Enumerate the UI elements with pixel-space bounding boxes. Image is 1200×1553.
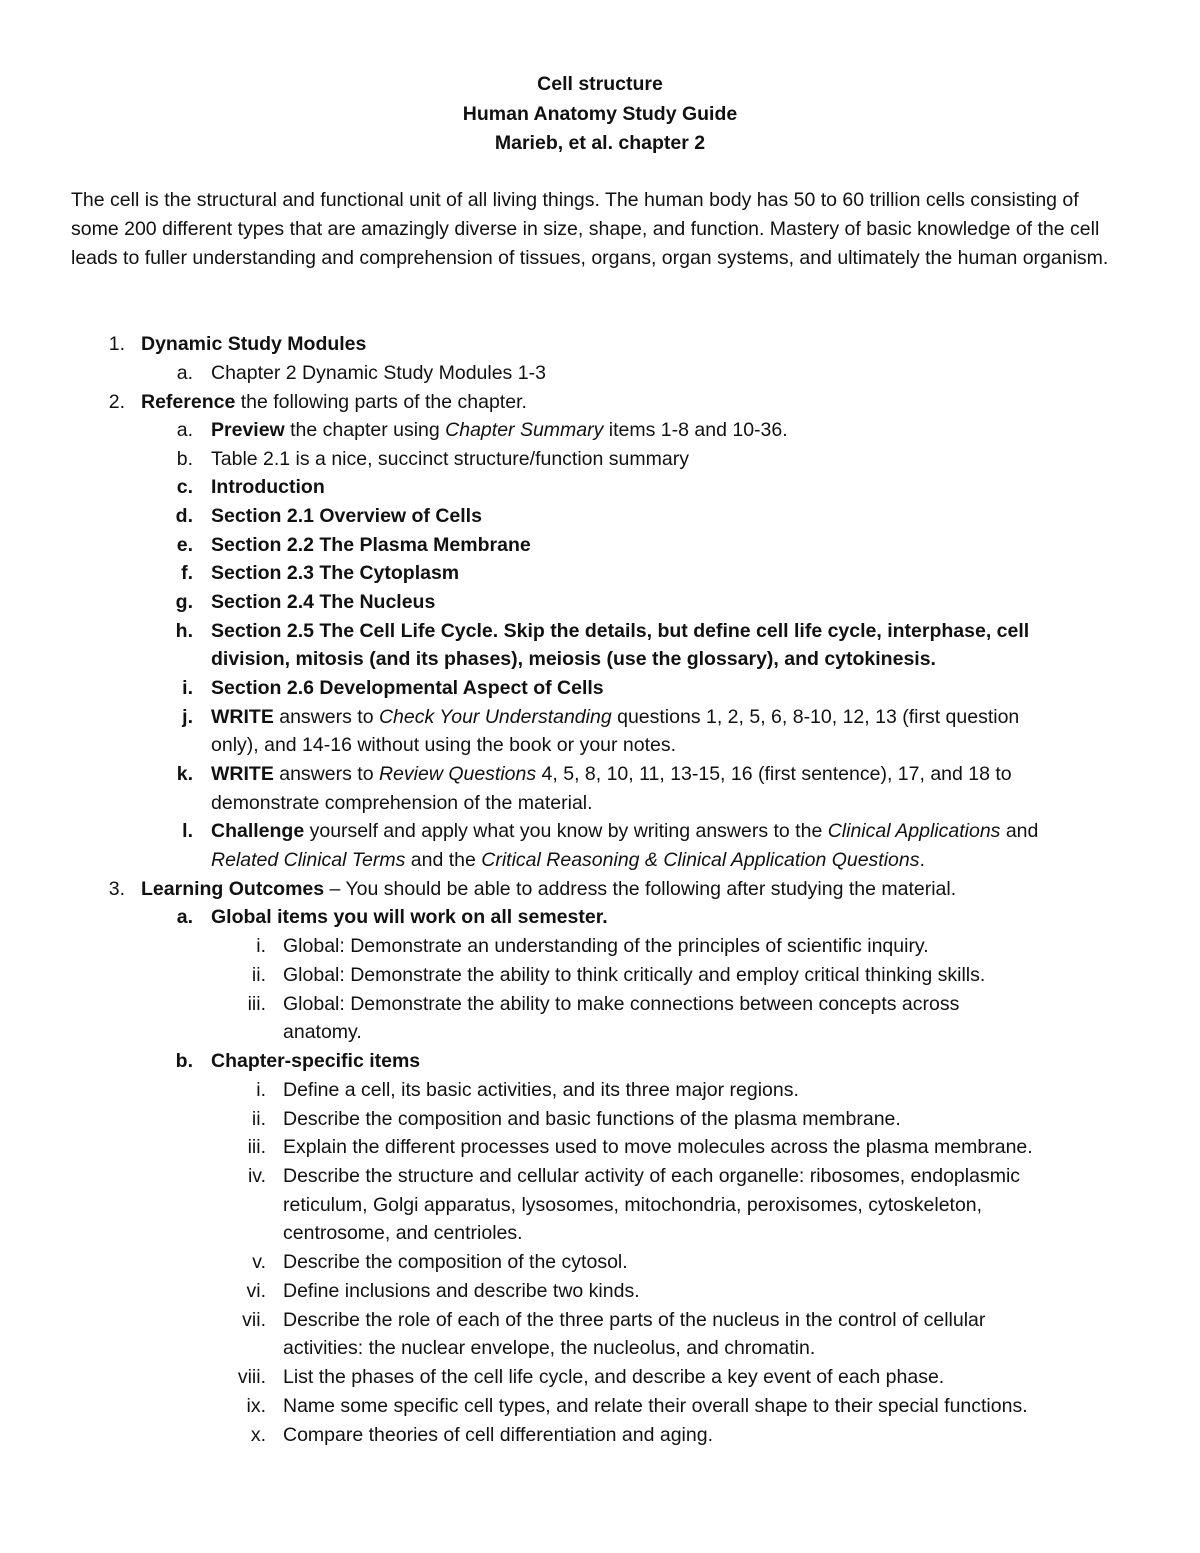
outcome-item: Describe the structure and cellular activity of each organelle: ribosomes, endoplasmic <box>283 1165 1021 1187</box>
heading-rest: the following parts of the chapter. <box>235 391 527 413</box>
roman-numeral: iii. <box>247 993 266 1015</box>
roman-numeral: ii. <box>251 964 266 986</box>
roman-numeral: x. <box>250 1424 266 1446</box>
outcome-item: Name some specific cell types, and relate their overall shape to their special functions. <box>283 1395 1028 1417</box>
item-text: answers to <box>273 763 379 785</box>
outcome-item: Describe the composition and basic functions of the plasma membrane. <box>283 1108 901 1130</box>
roman-numeral: i. <box>256 1079 266 1101</box>
item-text: yourself and apply what you know by writing answers to the <box>304 820 828 842</box>
subsection-heading-global: Global items you will work on all semester. <box>211 906 608 928</box>
item-text: items 1-8 and 10-36. <box>603 419 788 441</box>
outcome-item: List the phases of the cell life cycle, and describe a key event of each phase. <box>283 1366 945 1388</box>
outcome-item: Compare theories of cell differentiation and aging. <box>283 1424 713 1446</box>
item-text: and the <box>405 849 482 871</box>
item-text: and <box>1000 820 1039 842</box>
list-item: Section 2.1 Overview of Cells <box>211 505 482 527</box>
item-italic: Check Your Understanding <box>378 706 612 728</box>
item-bold: Challenge <box>211 820 305 842</box>
list-item: Section 2.6 Developmental Aspect of Cells <box>211 677 604 699</box>
section-number: 3. <box>108 878 125 900</box>
item-letter: l. <box>182 820 193 842</box>
list-item-challenge <box>211 817 1038 846</box>
item-bold: WRITE <box>211 763 274 785</box>
roman-numeral: i. <box>256 935 266 957</box>
list-item-continuation: only), and 14-16 without using the book or your notes. <box>211 734 677 756</box>
list-item: Chapter 2 Dynamic Study Modules 1-3 <box>211 362 546 384</box>
outcome-item: Describe the role of each of the three parts of the nucleus in the control of cellular <box>283 1309 986 1331</box>
item-letter: b. <box>176 448 193 470</box>
heading-bold: Learning Outcomes <box>141 878 325 900</box>
list-item-write-cyu <box>211 703 1019 732</box>
section-heading-learning-outcomes <box>141 875 956 904</box>
roman-numeral: ix. <box>246 1395 266 1417</box>
document-title: Cell structure <box>537 73 663 95</box>
outcome-item: Define a cell, its basic activities, and its three major regions. <box>283 1079 799 1101</box>
list-item: Section 2.3 The Cytoplasm <box>211 562 460 584</box>
section-number: 1. <box>108 333 125 355</box>
item-text: . <box>919 849 925 871</box>
item-letter: j. <box>182 706 193 728</box>
list-item: Section 2.4 The Nucleus <box>211 591 436 613</box>
item-letter: d. <box>175 505 193 527</box>
subsection-heading-chapter-specific: Chapter-specific items <box>211 1050 421 1072</box>
outcome-item: Define inclusions and describe two kinds. <box>283 1280 640 1302</box>
roman-numeral: vii. <box>242 1309 266 1331</box>
item-italic: Clinical Applications <box>827 820 1001 842</box>
item-text: questions 1, 2, 5, 6, 8-10, 12, 13 (first question <box>611 706 1020 728</box>
outcome-item-continuation: activities: the nuclear envelope, the nucleolus, and chromatin. <box>283 1337 816 1359</box>
item-letter: f. <box>181 562 193 584</box>
roman-numeral: ii. <box>251 1108 266 1130</box>
list-item-continuation: demonstrate comprehension of the material. <box>211 792 593 814</box>
outcome-item: Explain the different processes used to move molecules across the plasma membrane. <box>283 1136 1033 1158</box>
heading-bold: Reference <box>141 391 236 413</box>
list-item-preview <box>211 416 788 445</box>
subsection-letter: a. <box>176 906 193 928</box>
item-letter: a. <box>176 419 193 441</box>
document-subtitle: Human Anatomy Study Guide <box>462 103 738 125</box>
section-heading-dynamic-study-modules: Dynamic Study Modules <box>141 333 367 355</box>
item-italic: Related Clinical Terms <box>211 849 406 871</box>
item-text: the chapter using <box>284 419 446 441</box>
roman-numeral: vi. <box>246 1280 266 1302</box>
list-item-write-review <box>211 760 1012 789</box>
roman-numeral: iv. <box>247 1165 266 1187</box>
item-bold: Preview <box>211 419 285 441</box>
item-text: 4, 5, 8, 10, 11, 13-15, 16 (first sentence), 17, and 18 to <box>536 763 1012 785</box>
document-chapter: Marieb, et al. chapter 2 <box>494 132 706 154</box>
item-bold: WRITE <box>211 706 274 728</box>
roman-numeral: viii. <box>237 1366 266 1388</box>
outcome-item-continuation: anatomy. <box>283 1021 362 1043</box>
list-item: Section 2.2 The Plasma Membrane <box>211 534 531 556</box>
item-letter: h. <box>175 620 193 642</box>
item-letter: k. <box>176 763 193 785</box>
section-number: 2. <box>108 391 125 413</box>
item-italic: Critical Reasoning & Clinical Application Questions <box>481 849 920 871</box>
item-text: answers to <box>273 706 379 728</box>
outcome-item: Describe the composition of the cytosol. <box>283 1251 628 1273</box>
outcome-item: Global: Demonstrate the ability to think critically and employ critical thinking skills. <box>283 964 986 986</box>
item-italic: Chapter Summary <box>445 419 604 441</box>
list-item: Table 2.1 is a nice, succinct structure/function summary <box>211 448 689 470</box>
outcome-item-continuation: reticulum, Golgi apparatus, lysosomes, mitochondria, peroxisomes, cytoskeleton, <box>283 1194 983 1216</box>
item-letter: g. <box>175 591 193 613</box>
list-item: Section 2.5 The Cell Life Cycle. Skip the details, but define cell life cycle, interphase, cell <box>211 620 1030 642</box>
section-heading-reference <box>141 388 527 417</box>
roman-numeral: v. <box>252 1251 266 1273</box>
outcome-item-continuation: centrosome, and centrioles. <box>283 1222 523 1244</box>
item-letter: e. <box>176 534 193 556</box>
roman-numeral: iii. <box>247 1136 266 1158</box>
subsection-letter: b. <box>175 1050 193 1072</box>
intro-paragraph: The cell is the structural and functional unit of all living things. The human body has 50 to 60 trillion cells consisting of some 200 different types that are amazingly diverse in size, shape, and function. Mastery of basic knowledge of the cell leads to fuller understanding and comprehension of tissues, organs, organ systems, and ultimately the human organism. <box>71 189 1109 269</box>
list-item: Introduction <box>211 476 325 498</box>
list-item-continuation: division, mitosis (and its phases), meiosis (use the glossary), and cytokinesis. <box>211 648 936 670</box>
heading-rest: – You should be able to address the following after studying the material. <box>324 878 957 900</box>
item-letter: a. <box>176 362 193 384</box>
item-letter: i. <box>182 677 193 699</box>
item-letter: c. <box>176 476 193 498</box>
item-italic: Review Questions <box>378 763 537 785</box>
outcome-item: Global: Demonstrate an understanding of the principles of scientific inquiry. <box>283 935 929 957</box>
outcome-item: Global: Demonstrate the ability to make connections between concepts across <box>283 993 960 1015</box>
list-item-continuation <box>211 846 925 875</box>
